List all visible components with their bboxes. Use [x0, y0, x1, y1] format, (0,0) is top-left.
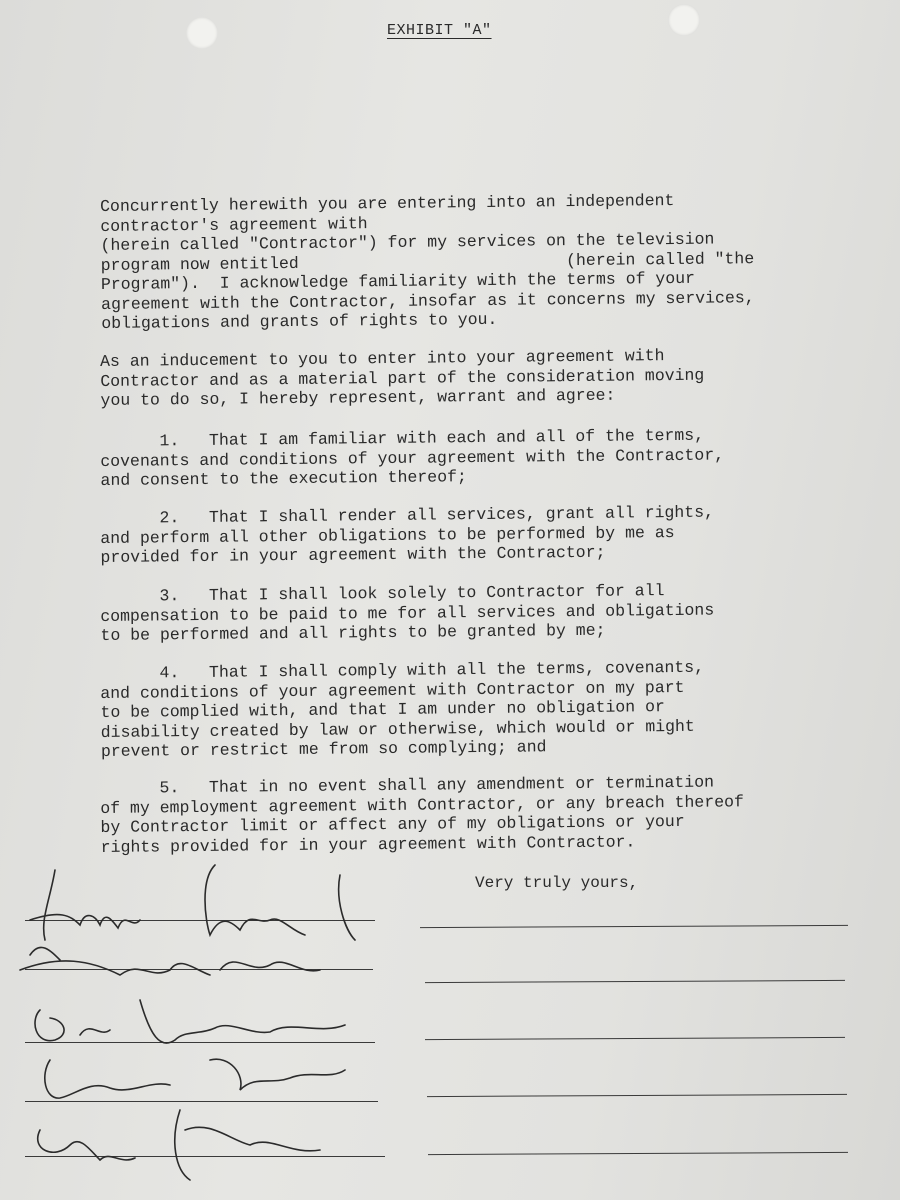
clause-5: 5. That in no event shall any amendment or termination of my employment agreement with Contractor, or any breach thereof by Contractor limit or affect any of my obligations or your rights provided for in your agreement with Contractor.	[100, 772, 744, 857]
signature-5-icon	[38, 1110, 320, 1180]
clause-2: 2. That I shall render all services, grant all rights, and perform all other obligations to be performed by me as provided for in your agreement with the Contractor;	[100, 502, 715, 567]
handwritten-signatures	[0, 860, 400, 1200]
signature-line-right-5	[428, 1152, 848, 1155]
document-title: EXHIBIT "A"	[387, 22, 492, 39]
punch-hole-left	[186, 17, 218, 49]
signature-line-right-1	[420, 925, 848, 928]
signature-line-right-2	[425, 980, 845, 983]
signature-line-right-3	[425, 1037, 845, 1040]
punch-hole-right	[668, 4, 700, 36]
intro-paragraph: Concurrently herewith you are entering into an independent contractor's agreement with (herein called "Contractor") for my services on the television program now entitled (herein called "the Program"). I acknowledge familiarity with the terms of your agreement with the Contractor, insofar as it concerns my services, obligations and grants of rights to you.	[100, 190, 755, 333]
clause-4: 4. That I shall comply with all the terms, covenants, and conditions of your agreement with Contractor on my part to be complied with, and that I am under no obligation or disability created by law or otherwise, which would or might prevent or restrict me from so complying; and	[100, 657, 705, 761]
signature-1-icon	[30, 865, 355, 940]
clause-1: 1. That I am familiar with each and all of the terms, covenants and conditions of your agreement with the Contractor, and consent to the execution thereof;	[100, 425, 725, 490]
inducement-paragraph: As an inducement to you to enter into your agreement with Contractor and as a material part of the consideration moving you to do so, I hereby represent, warrant and agree:	[100, 346, 705, 410]
closing-salutation: Very truly yours,	[475, 874, 639, 892]
signature-line-right-4	[427, 1094, 847, 1097]
signature-2-icon	[20, 947, 320, 975]
signature-3-icon	[35, 1000, 345, 1043]
clause-3: 3. That I shall look solely to Contractor for all compensation to be paid to me for all services and obligations to be performed and all rights to be granted by me;	[100, 581, 715, 645]
signature-4-icon	[45, 1059, 345, 1098]
